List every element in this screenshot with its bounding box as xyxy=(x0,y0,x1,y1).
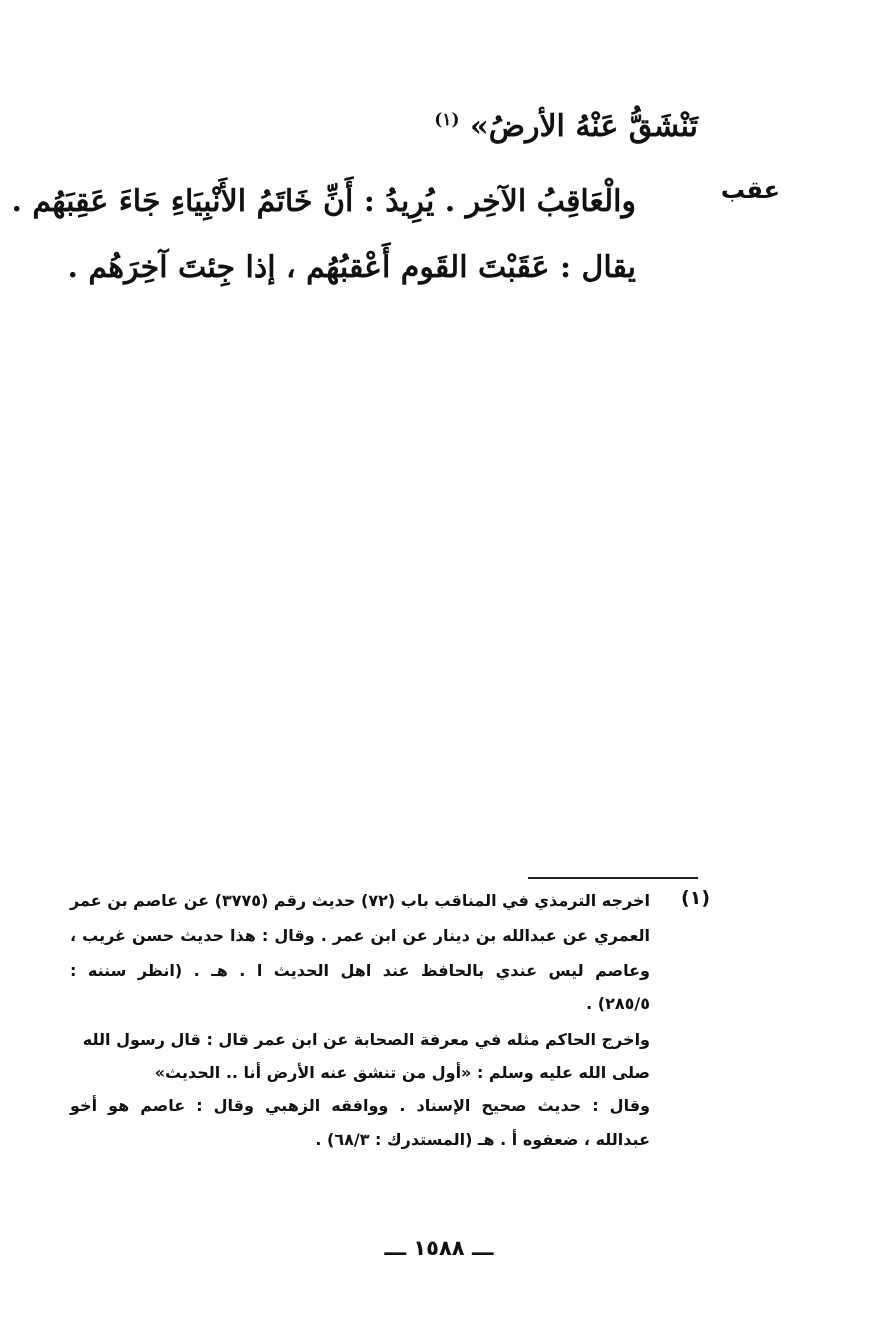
root-word-heading: عقب xyxy=(720,176,780,204)
main-text-line-1 xyxy=(434,100,698,147)
footnote-line-8: عبدالله ، ضعفوه أ . هـ (المستدرك : ٦٨/٣) . xyxy=(315,1130,650,1149)
main-text-line-2 xyxy=(11,182,636,222)
footnote-line-2: العمري عن عبدالله بن دينار عن ابن عمر . وقال : هذا حديث حسن غريب ، xyxy=(70,926,650,945)
footnote-line-7: وقال : حديث صحيح الإسناد . ووافقه الزهبي وقال : عاصم هو أخو xyxy=(70,1096,650,1115)
footnote-line-3: وعاصم ليس عندي بالحافظ عند اهل الحديث ا . هـ . (انظر سننه : xyxy=(70,961,650,980)
footnote-number: (١) xyxy=(681,887,710,909)
footnote-line-1: اخرجه الترمذي في المناقب باب (٧٢) حديث رقم (٣٧٧٥) عن عاصم بن عمر xyxy=(70,891,650,910)
footnote-line-4: ٢٨٥/٥) . xyxy=(586,994,650,1013)
footnote-line-5: واخرج الحاكم مثله في معرفة الصحابة عن ابن عمر قال : قال رسول الله xyxy=(82,1030,650,1049)
main-text-line-3 xyxy=(67,248,636,288)
line-2-text: والْعَاقِبُ الآخِر . يُرِيدُ : أَنِّ خَاتَمُ الأَنْبِيَاءِ جَاءَ عَقِبَهُم . xyxy=(11,184,636,219)
page-number: ـــ ١٥٨٨ ـــ xyxy=(384,1236,494,1260)
footnote-line-6: صلى الله عليه وسلم : «أول من تنشق عنه الأرض أنا .. الحديث» xyxy=(154,1063,650,1082)
footnote-divider xyxy=(528,877,698,879)
footnote-reference: (١) xyxy=(434,110,460,130)
line-1-text: تَنْشَقُّ عَنْهُ الأرضُ» xyxy=(469,109,698,144)
line-3-text: يقال : عَقَبْتَ القَوم أَعْقبُهُم ، إذا جِئتَ آخِرَهُم . xyxy=(67,250,636,285)
